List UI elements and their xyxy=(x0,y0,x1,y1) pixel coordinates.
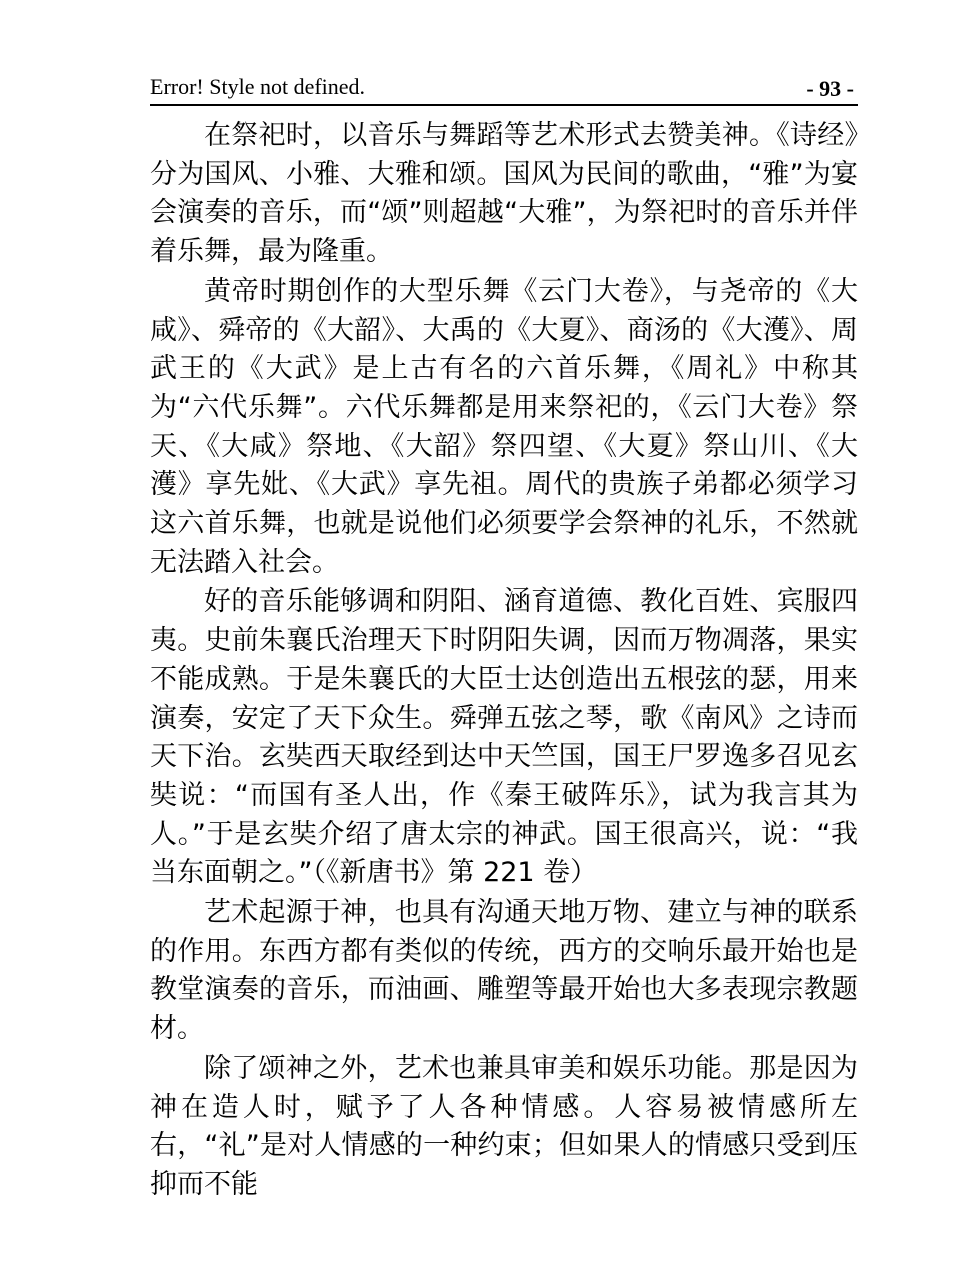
body-text xyxy=(150,117,858,1205)
page-number: - 93 - xyxy=(806,76,854,101)
running-header xyxy=(150,72,858,106)
paragraph: 艺术起源于神，也具有沟通天地万物、建立与神的联系的作用。东西方都有类似的传统，西方的交响乐最开始也是教堂演奏的音乐，而油画、雕塑等最开始也大多表现宗教题材。 xyxy=(150,897,858,1045)
paragraph: 在祭祀时，以音乐与舞蹈等艺术形式去赞美神。《诗经》分为国风、小雅、大雅和颂。国风为民间的歌曲，“雅”为宴会演奏的音乐，而“颂”则超越“大雅”，为祭祀时的音乐并伴着乐舞，最为隆重。 xyxy=(150,120,858,268)
paragraph: 黄帝时期创作的大型乐舞《云门大卷》，与尧帝的《大咸》、舜帝的《大韶》、大禹的《大夏》、商汤的《大濩》、周武王的《大武》是上古有名的六首乐舞，《周礼》中称其为“六代乐舞”。六代乐舞都是用来祭祀的，《云门大卷》祭天、《大咸》祭地、《大韶》祭四望、《大夏》祭山川、《大濩》享先妣、《大武》享先祖。周代的贵族子弟都必须学习这六首乐舞，也就是说他们必须要学会祭神的礼乐，不然就无法踏入社会。 xyxy=(150,275,858,578)
running-title: Error! Style not defined. xyxy=(150,74,366,99)
paragraph: 好的音乐能够调和阴阳、涵育道德、教化百姓、宾服四夷。史前朱襄氏治理天下时阴阳失调，因而万物凋落，果实不能成熟。于是朱襄氏的大臣士达创造出五根弦的瑟，用来演奏，安定了天下众生。舜弹五弦之琴，歌《南风》之诗而天下治。玄奘西天取经到达中天竺国，国王尸罗逸多召见玄奘说：“而国有圣人出，作《秦王破阵乐》，试为我言其为人。”于是玄奘介绍了唐太宗的神武。国王很高兴，说：“我当东面朝之。”（《新唐书》第 221 卷） xyxy=(150,586,858,889)
paragraph: 除了颂神之外，艺术也兼具审美和娱乐功能。那是因为神在造人时，赋予了人各种情感。人容易被情感所左右，“礼”是对人情感的一种约束；但如果人的情感只受到压抑而不能 xyxy=(150,1052,858,1200)
